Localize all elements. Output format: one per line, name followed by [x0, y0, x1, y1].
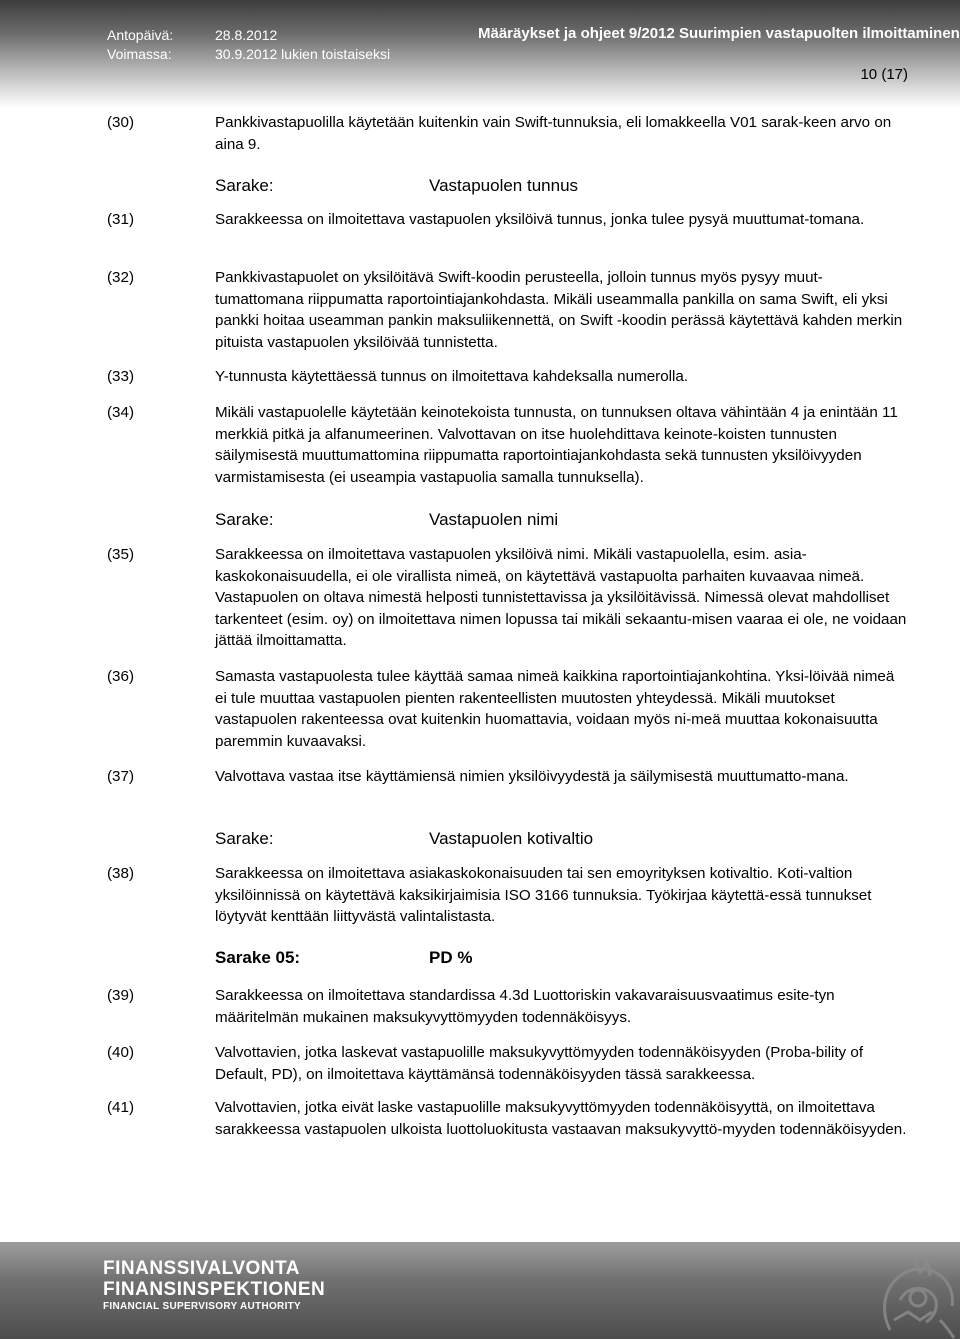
- paragraph-number: (30): [107, 114, 135, 131]
- document-title: Määräykset ja ohjeet 9/2012 Suurimpien vastapuolten ilmoittaminen: [478, 25, 960, 42]
- paragraph-text: Valvottava vastaa itse käyttämiensä nimien yksilöivyydestä ja säilymisestä muuttumatto-mana.: [215, 768, 849, 785]
- paragraph-text: Pankkivastapuolet on yksilöitävä Swift-koodin perusteella, jolloin tunnus myös pysyy muut-tumattomana riippumatta raportointiajankohdasta. Mikäli useammalla pankilla on sama Swift, eli yksi pankki hoitaa useamman pankin maksuliikennettä, on Swift -koodin perässä käytettävä kahden merkin pituista vastapuolen yksilöivää tunnistetta.: [215, 269, 903, 351]
- column-heading-label: Sarake:: [215, 510, 274, 529]
- paragraph-number: (33): [107, 368, 135, 385]
- valid-value: 30.9.2012 lukien toistaiseksi: [215, 46, 391, 62]
- paragraph-number: (39): [107, 987, 135, 1004]
- paragraph-text: Sarakkeessa on ilmoitettava vastapuolen yksilöivä tunnus, jonka tulee pysyä muuttumat-tomana.: [215, 211, 865, 228]
- lion-crest-icon: [870, 1250, 960, 1339]
- paragraph-number: (37): [107, 768, 135, 785]
- authority-logo: [103, 1258, 325, 1313]
- paragraph-number: (38): [107, 865, 135, 882]
- paragraph-number: (31): [107, 211, 135, 228]
- paragraph-number: (34): [107, 404, 135, 421]
- paragraph-number: (40): [107, 1044, 135, 1061]
- column-heading-label: Sarake 05:: [215, 948, 301, 967]
- paragraph-text: Sarakkeessa on ilmoitettava standardissa 4.3d Luottoriskin vakavaraisuusvaatimus esite-tyn määritelmän mukainen maksukyvyttömyyden todennäköisyys.: [215, 987, 835, 1026]
- paragraph-number: (35): [107, 546, 135, 563]
- paragraph-text: Pankkivastapuolilla käytetään kuitenkin vain Swift-tunnuksia, eli lomakkeella V01 sarak-keen arvo on aina 9.: [215, 114, 892, 153]
- issue-date-value: 28.8.2012: [215, 27, 278, 43]
- paragraph-number: (41): [107, 1099, 135, 1116]
- column-heading-title: Vastapuolen kotivaltio: [429, 829, 594, 848]
- issue-date-label: Antopäivä:: [107, 27, 174, 43]
- paragraph-number: (36): [107, 668, 135, 685]
- logo-text-swedish: FINANSINSPEKTIONEN: [103, 1279, 326, 1300]
- column-heading-title: Vastapuolen nimi: [429, 510, 559, 529]
- logo-text-finnish: FINANSSIVALVONTA: [103, 1258, 300, 1279]
- paragraph-text: Samasta vastapuolesta tulee käyttää samaa nimeä kaikkina raportointiajankohtina. Yksi-löivää nimeä ei tule muuttaa vastapuolen pienten rakenteellisten muutosten yhteydessä. Mikäli muutokset vastapuolen rakenteessa ovat kuitenkin huomattavia, voidaan myös ni-meä muuttaa kokonaisuutta paremmin kuvaavaksi.: [215, 668, 895, 750]
- column-heading-title: Vastapuolen tunnus: [429, 176, 579, 195]
- paragraph-text: Valvottavien, jotka laskevat vastapuolille maksukyvyttömyyden todennäköisyyden (Proba-bility of Default, PD), on ilmoitettava käyttämänsä todennäköisyyden tässä sarakkeessa.: [215, 1044, 864, 1083]
- column-heading-label: Sarake:: [215, 829, 274, 848]
- column-heading-label: Sarake:: [215, 176, 274, 195]
- paragraph-text: Mikäli vastapuolelle käytetään keinotekoista tunnusta, on tunnuksen oltava vähintään 4 ja enintään 11 merkkiä pitkä ja alfanumeerinen. Valvottavan on itse huolehdittava keinote-koisten tunnusten säilymisestä muuttumattomina riippumatta raportointiajankohdasta sekä tunnusten yksilöivyyden varmistamisesta (ei useampia vastapuolia samalla tunnuksella).: [215, 404, 898, 486]
- logo-text-english: FINANCIAL SUPERVISORY AUTHORITY: [103, 1301, 302, 1312]
- paragraph-text: Valvottavien, jotka eivät laske vastapuolille maksukyvyttömyyden todennäköisyyttä, on ilmoitettava sarakkeessa vastapuolen ulkoista luottoluokitusta vastaavan maksukyvyttö-myyden todennäköisyyden.: [215, 1099, 907, 1138]
- valid-label: Voimassa:: [107, 46, 172, 62]
- column-heading-title: PD %: [429, 948, 473, 967]
- paragraph-text: Sarakkeessa on ilmoitettava asiakaskokonaisuuden tai sen emoyrityksen kotivaltio. Koti-valtion yksilöinnissä on käytettävä kaksikirjaimisia ISO 3166 tunnuksia. Työkirjaa käytettä-essä tunnukset löytyvät kenttään liittyvästä valintalistasta.: [215, 865, 872, 926]
- paragraph-number: (32): [107, 269, 135, 286]
- paragraph-text: Y-tunnusta käytettäessä tunnus on ilmoitettava kahdeksalla numerolla.: [215, 368, 689, 385]
- paragraph-text: Sarakkeessa on ilmoitettava vastapuolen yksilöivä nimi. Mikäli vastapuolella, esim. asia-kaskokonaisuudella, ei ole virallista nimeä, on käytettävä vastapuolta parhaiten kuvaavaa nimeä. Vastapuolen on oltava nimestä helposti tunnistettavissa ja yksilöitävissä. Nimessä olevat mahdolliset tarkenteet (esim. oy) on ilmoitettava nimen lopussa tai mikäli sekaantu-misen vaaraa ei ole, ne voidaan jättää ilmoittamatta.: [215, 546, 907, 650]
- page-number: 10 (17): [860, 66, 908, 83]
